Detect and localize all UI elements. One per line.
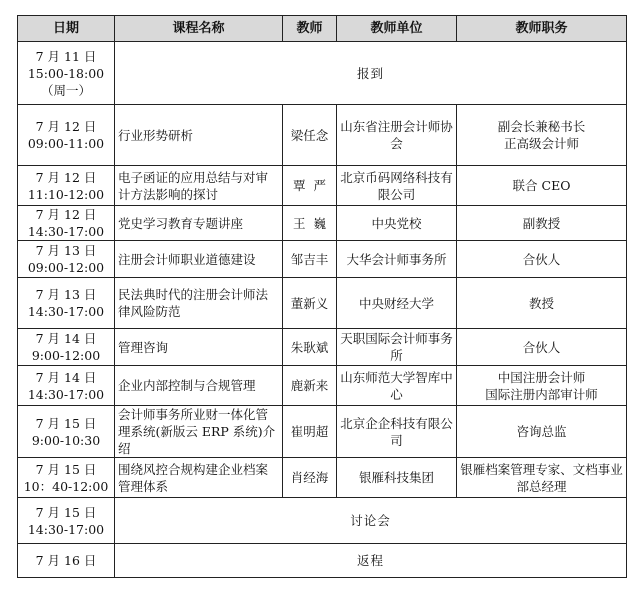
date-line: 7 月 11 日 <box>35 48 97 64</box>
unit-cell: 中央党校 <box>337 206 457 241</box>
table-row <box>18 366 627 406</box>
date-line: 7 月 12 日 <box>35 169 97 185</box>
role-cell: 合伙人 <box>457 241 627 278</box>
date-line: 7 月 15 日 <box>35 504 97 520</box>
table-row <box>18 278 627 329</box>
table-row <box>18 241 627 278</box>
date-line: 09:00-12:00 <box>27 260 105 275</box>
table-row <box>18 166 627 206</box>
table-row <box>18 498 627 544</box>
table-row <box>18 329 627 366</box>
teacher-cell: 董新义 <box>283 278 337 329</box>
teacher-cell: 邹吉丰 <box>283 241 337 278</box>
table-row <box>18 105 627 166</box>
schedule-body <box>18 42 627 578</box>
table-row <box>18 206 627 241</box>
date-line: 7 月 15 日 <box>35 461 97 477</box>
role-cell: 咨询总监 <box>457 406 627 458</box>
date-line: 7 月 15 日 <box>35 415 97 431</box>
course-cell: 管理咨询 <box>115 329 283 366</box>
course-cell: 电子函证的应用总结与对审计方法影响的探讨 <box>115 166 283 206</box>
date-line: 10：40-12:00 <box>23 478 109 494</box>
date-line: 14:30-17:00 <box>27 304 105 319</box>
teacher-cell: 崔明超 <box>283 406 337 458</box>
date-line: 15:00-18:00 <box>27 65 105 81</box>
date-cell <box>18 241 115 278</box>
date-cell <box>18 278 115 329</box>
date-cell <box>18 498 115 544</box>
span-cell: 报到 <box>115 42 627 105</box>
role-cell: 副会长兼秘书长 正高级会计师 <box>457 105 627 166</box>
header-course: 课程名称 <box>115 16 283 42</box>
role-cell: 教授 <box>457 278 627 329</box>
teacher-cell: 朱耿斌 <box>283 329 337 366</box>
unit-cell: 中央财经大学 <box>337 278 457 329</box>
teacher-cell: 鹿新来 <box>283 366 337 406</box>
date-line: 14:30-17:00 <box>27 224 105 239</box>
teacher-cell: 梁任念 <box>283 105 337 166</box>
table-row <box>18 406 627 458</box>
date-cell <box>18 166 115 206</box>
schedule-table <box>17 15 627 578</box>
role-cell: 副教授 <box>457 206 627 241</box>
header-role: 教师职务 <box>457 16 627 42</box>
date-line: 7 月 14 日 <box>35 331 97 346</box>
teacher-cell: 王 巍 <box>283 206 337 241</box>
course-cell: 注册会计师职业道德建设 <box>115 241 283 278</box>
header-row <box>18 16 627 42</box>
table-row <box>18 544 627 578</box>
date-line: 7 月 16 日 <box>35 553 97 568</box>
date-cell <box>18 42 115 105</box>
course-cell: 民法典时代的注册会计师法律风险防范 <box>115 278 283 329</box>
teacher-cell: 肖经海 <box>283 458 337 498</box>
date-cell <box>18 458 115 498</box>
date-cell <box>18 366 115 406</box>
role-cell: 合伙人 <box>457 329 627 366</box>
unit-cell: 北京币码网络科技有限公司 <box>337 166 457 206</box>
course-cell: 党史学习教育专题讲座 <box>115 206 283 241</box>
date-line: 9:00-12:00 <box>31 348 101 363</box>
header-teacher: 教师 <box>283 16 337 42</box>
teacher-cell: 覃 严 <box>283 166 337 206</box>
table-row <box>18 458 627 498</box>
span-cell: 返程 <box>115 544 627 578</box>
unit-cell: 天职国际会计师事务所 <box>337 329 457 366</box>
course-cell: 行业形势研析 <box>115 105 283 166</box>
unit-cell: 北京企企科技有限公司 <box>337 406 457 458</box>
date-line: 11:10-12:00 <box>27 186 105 202</box>
date-cell <box>18 544 115 578</box>
role-cell: 银雁档案管理专家、文档事业部总经理 <box>457 458 627 498</box>
date-cell <box>18 406 115 458</box>
span-cell: 讨论会 <box>115 498 627 544</box>
role-cell: 联合 CEO <box>457 166 627 206</box>
date-line: 14:30-17:00 <box>27 386 105 402</box>
date-line: 7 月 14 日 <box>35 369 97 385</box>
unit-cell: 山东省注册会计师协会 <box>337 105 457 166</box>
unit-cell: 银雁科技集团 <box>337 458 457 498</box>
date-line: 7 月 13 日 <box>35 243 97 258</box>
date-line: （周一） <box>40 82 91 98</box>
date-line: 9:00-10:30 <box>31 432 101 448</box>
date-line: 7 月 12 日 <box>35 207 97 222</box>
date-cell <box>18 206 115 241</box>
unit-cell: 山东师范大学智库中心 <box>337 366 457 406</box>
date-line: 7 月 12 日 <box>35 119 97 134</box>
header-unit: 教师单位 <box>337 16 457 42</box>
date-line: 09:00-11:00 <box>27 136 105 151</box>
date-line: 7 月 13 日 <box>35 287 97 302</box>
table-row <box>18 42 627 105</box>
date-line: 14:30-17:00 <box>27 521 105 537</box>
course-cell: 企业内部控制与合规管理 <box>115 366 283 406</box>
role-cell: 中国注册会计师 国际注册内部审计师 <box>457 366 627 406</box>
course-cell: 围绕风控合规构建企业档案管理体系 <box>115 458 283 498</box>
header-date: 日期 <box>18 16 115 42</box>
unit-cell: 大华会计师事务所 <box>337 241 457 278</box>
course-cell: 会计师事务所业财一体化管理系统(新版云 ERP 系统)介绍 <box>115 406 283 458</box>
date-cell <box>18 105 115 166</box>
date-cell <box>18 329 115 366</box>
schedule-table-wrapper <box>17 15 627 578</box>
